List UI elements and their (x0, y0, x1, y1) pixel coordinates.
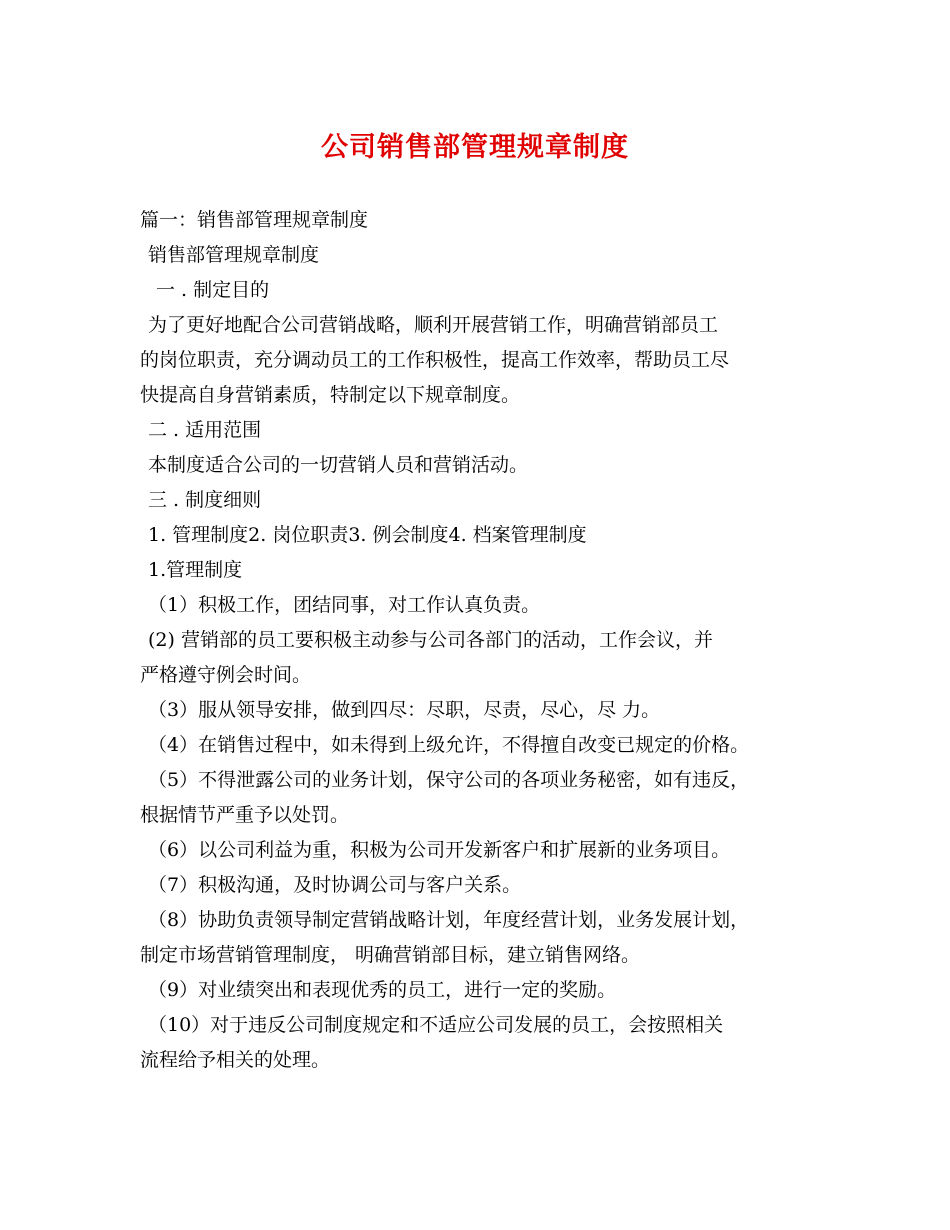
rule-item-continued: 严格遵守例会时间。 (140, 664, 312, 686)
clause-heading: 二 . 适用范围 (148, 419, 262, 441)
rule-item-continued: 根据情节严重予以处罚。 (140, 804, 350, 826)
clause-heading: 一 . 制定目的 (156, 279, 270, 301)
rule-item: （10）对于违反公司制度规定和不适应公司发展的员工，会按照相关 (148, 1014, 724, 1036)
rule-item: (2) 营销部的员工要积极主动参与公司各部门的活动，工作会议，并 (148, 629, 713, 651)
rule-item: （5）不得泄露公司的业务计划，保守公司的各项业务秘密，如有违反， (148, 769, 750, 791)
subheading: 1.管理制度 (148, 559, 243, 581)
rule-item: （3）服从领导安排，做到四尽：尽职，尽责，尽心，尽 力。 (148, 699, 661, 721)
clause-heading: 三 . 制度细则 (148, 489, 262, 511)
paragraph-line: 本制度适合公司的一切营销人员和营销活动。 (148, 454, 529, 476)
document-title: 公司销售部管理规章制度 (321, 132, 629, 163)
rule-item: （4）在销售过程中，如未得到上级允许，不得擅自改变已规定的价格。 (148, 734, 750, 756)
paragraph-line: 1. 管理制度2. 岗位职责3. 例会制度4. 档案管理制度 (148, 524, 587, 546)
paragraph-line: 为了更好地配合公司营销战略，顺利开展营销工作，明确营销部员工 (148, 314, 719, 336)
rule-item: （9）对业绩突出和表现优秀的员工，进行一定的奖励。 (148, 979, 617, 1001)
subheading: 销售部管理规章制度 (148, 244, 320, 266)
paragraph-line: 的岗位职责，充分调动员工的工作积极性，提高工作效率，帮助员工尽 (140, 349, 730, 371)
rule-item: （6）以公司利益为重，积极为公司开发新客户和扩展新的业务项目。 (148, 839, 731, 861)
rule-item: （8）协助负责领导制定营销战略计划，年度经营计划，业务发展计划， (148, 909, 750, 931)
section-heading: 篇一：销售部管理规章制度 (140, 209, 369, 231)
rule-item: （7）积极沟通，及时协调公司与客户关系。 (148, 874, 522, 896)
document-body (140, 203, 830, 1078)
rule-item: （1）积极工作，团结同事，对工作认真负责。 (148, 594, 541, 616)
rule-item-continued: 流程给予相关的处理。 (140, 1049, 331, 1071)
rule-item-continued: 制定市场营销管理制度， 明确营销部目标，建立销售网络。 (140, 944, 641, 966)
paragraph-line: 快提高自身营销素质，特制定以下规章制度。 (140, 384, 521, 406)
